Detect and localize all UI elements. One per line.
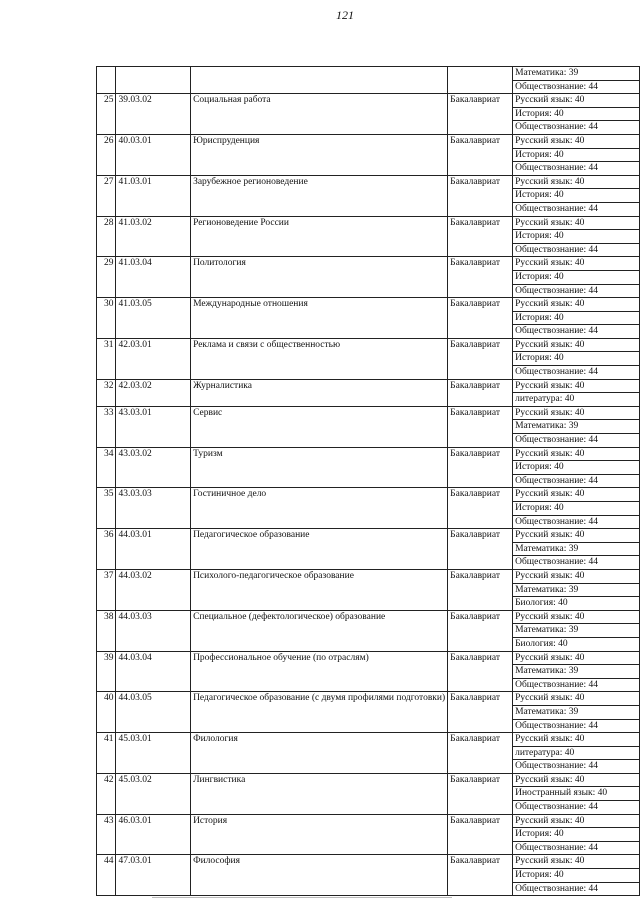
direction-name-cell: Гостиничное дело (191, 488, 448, 529)
subject-score-cell: Обществознание: 44 (513, 801, 640, 815)
direction-code-cell (116, 67, 191, 94)
row-number-cell: 44 (97, 855, 116, 896)
direction-name-cell: Сервис (191, 406, 448, 447)
subject-score-cell: Математика: 39 (513, 542, 640, 556)
row-number-cell: 40 (97, 692, 116, 733)
education-level-cell: Бакалавриат (448, 855, 513, 896)
table-row (97, 175, 640, 189)
subject-score-cell: Обществознание: 44 (513, 882, 640, 896)
row-number-cell: 33 (97, 406, 116, 447)
subject-score-cell: Математика: 39 (513, 67, 640, 81)
direction-code-cell: 43.03.03 (116, 488, 191, 529)
table-row (97, 773, 640, 787)
row-number-cell: 38 (97, 610, 116, 651)
subject-score-cell: Русский язык: 40 (513, 379, 640, 393)
education-level-cell: Бакалавриат (448, 216, 513, 257)
education-level-cell: Бакалавриат (448, 406, 513, 447)
row-number-cell: 42 (97, 773, 116, 814)
subject-score-cell: Русский язык: 40 (513, 175, 640, 189)
direction-code-cell: 41.03.04 (116, 257, 191, 298)
direction-name-cell: Зарубежное регионоведение (191, 175, 448, 216)
subject-score-cell: Русский язык: 40 (513, 94, 640, 108)
direction-code-cell: 44.03.02 (116, 569, 191, 610)
subject-score-cell: Математика: 39 (513, 420, 640, 434)
subject-score-cell: История: 40 (513, 230, 640, 244)
row-number-cell: 25 (97, 94, 116, 135)
direction-name-cell: Юриспруденция (191, 134, 448, 175)
direction-code-cell: 45.03.02 (116, 773, 191, 814)
row-number-cell: 35 (97, 488, 116, 529)
subject-score-cell: Обществознание: 44 (513, 760, 640, 774)
direction-name-cell: Психолого-педагогическое образование (191, 569, 448, 610)
direction-name-cell (191, 67, 448, 94)
subject-score-cell: Обществознание: 44 (513, 434, 640, 448)
table-row (97, 257, 640, 271)
subject-score-cell: История: 40 (513, 869, 640, 883)
direction-name-cell: История (191, 814, 448, 855)
subject-score-cell: Русский язык: 40 (513, 733, 640, 747)
direction-name-cell: Журналистика (191, 379, 448, 406)
table-row (97, 569, 640, 583)
row-number-cell: 34 (97, 447, 116, 488)
subject-score-cell: История: 40 (513, 270, 640, 284)
education-level-cell: Бакалавриат (448, 610, 513, 651)
subject-score-cell: Обществознание: 44 (513, 366, 640, 380)
row-number-cell: 37 (97, 569, 116, 610)
subject-score-cell: Русский язык: 40 (513, 569, 640, 583)
direction-code-cell: 41.03.05 (116, 298, 191, 339)
table-row (97, 406, 640, 420)
subject-score-cell: Русский язык: 40 (513, 610, 640, 624)
subject-score-cell: История: 40 (513, 107, 640, 121)
row-number-cell: 36 (97, 529, 116, 570)
subject-score-cell: Математика: 39 (513, 624, 640, 638)
education-level-cell: Бакалавриат (448, 338, 513, 379)
education-level-cell: Бакалавриат (448, 692, 513, 733)
direction-name-cell: Специальное (дефектологическое) образование (191, 610, 448, 651)
direction-name-cell: Педагогическое образование (с двумя профилями подготовки) (191, 692, 448, 733)
subject-score-cell: литература: 40 (513, 393, 640, 407)
row-number-cell (97, 67, 116, 94)
table-row (97, 814, 640, 828)
education-level-cell: Бакалавриат (448, 529, 513, 570)
education-level-cell: Бакалавриат (448, 488, 513, 529)
education-level-cell: Бакалавриат (448, 134, 513, 175)
direction-name-cell: Профессиональное обучение (по отраслям) (191, 651, 448, 692)
row-number-cell: 26 (97, 134, 116, 175)
education-level-cell: Бакалавриат (448, 814, 513, 855)
education-level-cell: Бакалавриат (448, 447, 513, 488)
subject-score-cell: Математика: 39 (513, 705, 640, 719)
education-level-cell: Бакалавриат (448, 175, 513, 216)
subject-score-cell: Иностранный язык: 40 (513, 787, 640, 801)
subject-score-cell: Обществознание: 44 (513, 841, 640, 855)
direction-name-cell: Регионоведение России (191, 216, 448, 257)
table-row (97, 488, 640, 502)
subject-score-cell: Биология: 40 (513, 637, 640, 651)
row-number-cell: 30 (97, 298, 116, 339)
direction-code-cell: 39.03.02 (116, 94, 191, 135)
subject-score-cell: Обществознание: 44 (513, 556, 640, 570)
subject-score-cell: История: 40 (513, 502, 640, 516)
table-row (97, 855, 640, 869)
subject-score-cell: Обществознание: 44 (513, 678, 640, 692)
table-row (97, 651, 640, 665)
subject-score-cell: История: 40 (513, 189, 640, 203)
subject-score-cell: Обществознание: 44 (513, 284, 640, 298)
subject-score-cell: Русский язык: 40 (513, 529, 640, 543)
subject-score-cell: Русский язык: 40 (513, 814, 640, 828)
row-number-cell: 31 (97, 338, 116, 379)
direction-name-cell: Социальная работа (191, 94, 448, 135)
direction-code-cell: 41.03.01 (116, 175, 191, 216)
row-number-cell: 41 (97, 733, 116, 774)
direction-code-cell: 42.03.02 (116, 379, 191, 406)
direction-name-cell: Туризм (191, 447, 448, 488)
subject-score-cell: Обществознание: 44 (513, 80, 640, 94)
subject-score-cell: Обществознание: 44 (513, 325, 640, 339)
subject-score-cell: Русский язык: 40 (513, 338, 640, 352)
subject-score-cell: Обществознание: 44 (513, 719, 640, 733)
subject-score-cell: Русский язык: 40 (513, 773, 640, 787)
direction-code-cell: 43.03.01 (116, 406, 191, 447)
subject-score-cell: Обществознание: 44 (513, 243, 640, 257)
subject-score-cell: Русский язык: 40 (513, 447, 640, 461)
direction-code-cell: 44.03.04 (116, 651, 191, 692)
education-level-cell: Бакалавриат (448, 651, 513, 692)
table-row (97, 134, 640, 148)
direction-code-cell: 43.03.02 (116, 447, 191, 488)
table-row (97, 94, 640, 108)
education-level-cell: Бакалавриат (448, 94, 513, 135)
education-level-cell: Бакалавриат (448, 733, 513, 774)
subject-score-cell: Русский язык: 40 (513, 488, 640, 502)
subject-score-cell: Русский язык: 40 (513, 216, 640, 230)
subject-score-cell: Русский язык: 40 (513, 651, 640, 665)
subject-score-cell: Обществознание: 44 (513, 121, 640, 135)
subject-score-cell: Биология: 40 (513, 597, 640, 611)
table-row (97, 692, 640, 706)
direction-code-cell: 44.03.01 (116, 529, 191, 570)
education-level-cell (448, 67, 513, 94)
subject-score-cell: Русский язык: 40 (513, 298, 640, 312)
subject-score-cell: История: 40 (513, 311, 640, 325)
subject-score-cell: Обществознание: 44 (513, 474, 640, 488)
education-level-cell: Бакалавриат (448, 569, 513, 610)
table-row (97, 379, 640, 393)
page-number: 121 (336, 8, 354, 22)
table-body (97, 67, 640, 896)
subject-score-cell: Обществознание: 44 (513, 162, 640, 176)
table-row (97, 529, 640, 543)
table-row (97, 298, 640, 312)
row-number-cell: 28 (97, 216, 116, 257)
subject-score-cell: Математика: 39 (513, 583, 640, 597)
row-number-cell: 27 (97, 175, 116, 216)
direction-code-cell: 45.03.01 (116, 733, 191, 774)
subject-score-cell: литература: 40 (513, 746, 640, 760)
subject-score-cell: Обществознание: 44 (513, 515, 640, 529)
education-level-cell: Бакалавриат (448, 379, 513, 406)
subject-score-cell: История: 40 (513, 461, 640, 475)
row-number-cell: 32 (97, 379, 116, 406)
table-row (97, 447, 640, 461)
direction-code-cell: 46.03.01 (116, 814, 191, 855)
direction-name-cell: Международные отношения (191, 298, 448, 339)
table-row (97, 733, 640, 747)
table-row-continuation (97, 67, 640, 81)
subject-score-cell: Русский язык: 40 (513, 855, 640, 869)
subject-score-cell: История: 40 (513, 148, 640, 162)
subject-score-cell: Русский язык: 40 (513, 257, 640, 271)
subject-score-cell: История: 40 (513, 828, 640, 842)
education-level-cell: Бакалавриат (448, 298, 513, 339)
direction-code-cell: 41.03.02 (116, 216, 191, 257)
admission-requirements-table (96, 66, 640, 896)
subject-score-cell: Обществознание: 44 (513, 202, 640, 216)
row-number-cell: 39 (97, 651, 116, 692)
subject-score-cell: Русский язык: 40 (513, 692, 640, 706)
subject-score-cell: Русский язык: 40 (513, 134, 640, 148)
direction-code-cell: 44.03.03 (116, 610, 191, 651)
table-row (97, 338, 640, 352)
direction-code-cell: 40.03.01 (116, 134, 191, 175)
row-number-cell: 29 (97, 257, 116, 298)
education-level-cell: Бакалавриат (448, 773, 513, 814)
table-row (97, 610, 640, 624)
table-row (97, 216, 640, 230)
subject-score-cell: Русский язык: 40 (513, 406, 640, 420)
row-number-cell: 43 (97, 814, 116, 855)
direction-code-cell: 42.03.01 (116, 338, 191, 379)
direction-name-cell: Лингвистика (191, 773, 448, 814)
scan-edge-line (152, 897, 452, 898)
subject-score-cell: История: 40 (513, 352, 640, 366)
direction-name-cell: Педагогическое образование (191, 529, 448, 570)
direction-name-cell: Политология (191, 257, 448, 298)
direction-name-cell: Филология (191, 733, 448, 774)
direction-code-cell: 47.03.01 (116, 855, 191, 896)
direction-name-cell: Философия (191, 855, 448, 896)
direction-name-cell: Реклама и связи с общественностью (191, 338, 448, 379)
education-level-cell: Бакалавриат (448, 257, 513, 298)
direction-code-cell: 44.03.05 (116, 692, 191, 733)
subject-score-cell: Математика: 39 (513, 665, 640, 679)
